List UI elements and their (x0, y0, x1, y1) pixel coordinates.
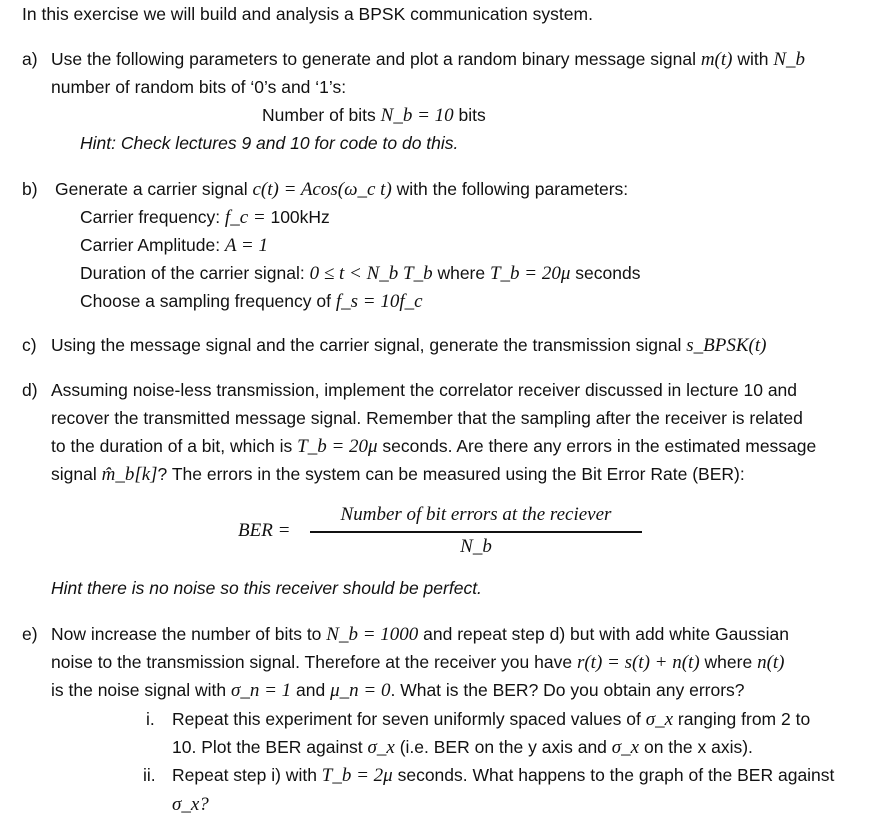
part-b-p1-val: 100kHz (270, 207, 330, 227)
part-b-carrier-duration (80, 262, 640, 285)
part-d-line1: Assuming noise-less transmission, implement the correlator receiver discussed in lecture 10 and (51, 380, 798, 400)
subpart-ii-line2: σ_x? (172, 794, 209, 815)
part-e-line2-mid: where (699, 652, 758, 672)
part-e-line2 (51, 651, 785, 674)
subpart-ii-line1-pre: Repeat step i) with (172, 765, 322, 785)
ber-denominator: N_b (460, 536, 492, 557)
subpart-i-line2 (172, 736, 753, 759)
part-e-nb-math: N_b = 1000 (326, 624, 419, 645)
part-d-mhat-math: m̂_b[k] (101, 464, 158, 485)
part-a-label: a) (22, 49, 38, 69)
part-d-line4-pre: signal (51, 464, 102, 484)
ber-lhs: BER = (238, 520, 291, 541)
part-b-line1-pre: Generate a carrier signal (55, 179, 253, 199)
part-b-p4-math: f_s = 10f_c (335, 291, 423, 312)
subpart-ii-label: ii. (143, 765, 156, 785)
part-d-line4-post: ? The errors in the system can be measured using the Bit Error Rate (BER): (157, 464, 745, 484)
part-b-p1-math: f_c = (224, 207, 271, 228)
part-e-rt-math: r(t) = s(t) + n(t) (576, 652, 700, 673)
part-b-p3-text: Duration of the carrier signal: (80, 263, 310, 283)
part-b-sampling-frequency (80, 290, 423, 313)
subpart-i-line1-post: ranging from 2 to (673, 709, 811, 729)
part-b-p1-text: Carrier frequency: (80, 207, 225, 227)
part-a-line1-mid: with (732, 49, 774, 69)
part-c-line1 (51, 334, 766, 357)
subpart-ii-tb-math: T_b = 2μ (321, 765, 393, 786)
subpart-ii-line1-post: seconds. What happens to the graph of the BER against (392, 765, 835, 785)
part-e-line3-post: . What is the BER? Do you obtain any errors? (390, 680, 745, 700)
subpart-i-line2-mid: (i.e. BER on the y axis and (394, 737, 612, 757)
subpart-i-line1 (172, 708, 810, 731)
part-e-line1 (51, 623, 789, 646)
part-b-p3-post: seconds (570, 263, 641, 283)
part-e-line3-pre: is the noise signal with (51, 680, 231, 700)
part-a-param-math: N_b = 10 (380, 105, 454, 126)
part-d-line3-pre: to the duration of a bit, which is (51, 436, 298, 456)
part-d-line3 (51, 435, 816, 458)
subpart-i-label: i. (146, 709, 155, 729)
subpart-i-line2-post: on the x axis). (639, 737, 753, 757)
part-a-hint: Hint: Check lectures 9 and 10 for code to do this. (80, 133, 459, 153)
part-b-carrier-math: c(t) = Acos(ω_c t) (252, 179, 392, 200)
part-e-label: e) (22, 624, 38, 644)
part-b-p3-math: 0 ≤ t < N_b T_b (309, 263, 433, 284)
part-d-line2: recover the transmitted message signal. Remember that the sampling after the receiver is related (51, 408, 803, 428)
part-e-line1-pre: Now increase the number of bits to (51, 624, 327, 644)
part-c-line1-pre: Using the message signal and the carrier signal, generate the transmission signal (51, 335, 687, 355)
part-a-param-unit: bits (453, 105, 486, 125)
part-d-tb-math: T_b = 20μ (297, 436, 378, 457)
part-b-p3-mid: where (432, 263, 490, 283)
subpart-ii-line1 (172, 764, 834, 787)
subpart-i-line2-pre: 10. Plot the BER against (172, 737, 368, 757)
part-a-line1 (51, 48, 805, 71)
part-b-line1-post: with the following parameters: (391, 179, 629, 199)
part-e-mu-math: μ_n = 0 (330, 680, 391, 701)
subpart-i-line1-pre: Repeat this experiment for seven uniformly spaced values of (172, 709, 646, 729)
part-a-param (262, 104, 486, 127)
part-a-math-nb: N_b (773, 49, 806, 70)
part-b-label: b) (22, 179, 38, 199)
part-a-line1-pre: Use the following parameters to generate and plot a random binary message signal (51, 49, 701, 69)
part-d-hint: Hint there is no noise so this receiver should be perfect. (51, 578, 482, 598)
part-e-line3 (51, 679, 745, 702)
part-d-line3-post: seconds. Are there any errors in the estimated message (377, 436, 817, 456)
exercise-intro: In this exercise we will build and analysis a BPSK communication system. (22, 4, 593, 24)
ber-numerator: Number of bit errors at the reciever (340, 504, 612, 525)
part-a-math-mt: m(t) (700, 49, 733, 70)
part-c-label: c) (22, 335, 37, 355)
part-d-label: d) (22, 380, 38, 400)
part-b-line1 (55, 178, 628, 201)
part-e-line1-post: and repeat step d) but with add white Gaussian (418, 624, 789, 644)
part-a-param-text: Number of bits (262, 105, 381, 125)
part-b-p2-math: A = 1 (224, 235, 269, 256)
part-b-carrier-frequency (80, 206, 330, 229)
subpart-i-sigma-math-2: σ_x (367, 737, 395, 758)
subpart-i-sigma-math-3: σ_x (611, 737, 640, 758)
part-b-p3-math2: T_b = 20μ (489, 263, 571, 284)
part-b-p2-text: Carrier Amplitude: (80, 235, 225, 255)
part-e-line3-mid: and (291, 680, 331, 700)
part-b-p4-text: Choose a sampling frequency of (80, 291, 336, 311)
part-d-line4 (51, 463, 745, 486)
part-e-line2-pre: noise to the transmission signal. Therefore at the receiver you have (51, 652, 577, 672)
part-e-nt-math: n(t) (757, 652, 785, 673)
ber-fraction-bar (310, 531, 642, 533)
part-e-sigma-math: σ_n = 1 (230, 680, 292, 701)
subpart-i-sigma-math: σ_x (645, 709, 674, 730)
part-c-sbpsk-math: s_BPSK(t) (686, 335, 767, 356)
part-a-line2: number of random bits of ‘0’s and ‘1’s: (51, 77, 347, 97)
part-b-carrier-amplitude (80, 234, 268, 257)
